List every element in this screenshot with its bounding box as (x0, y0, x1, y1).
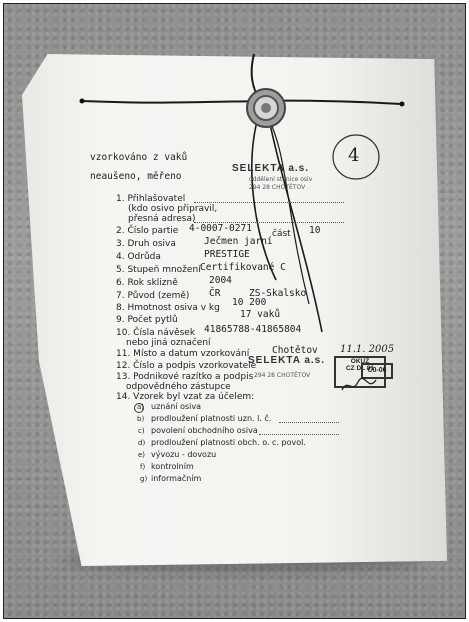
header-line1: vzorkováno z vaků (90, 152, 188, 163)
box-stamp-code: C0-06 (367, 367, 387, 374)
field-label-10: 10. Čísla návěsek (116, 328, 196, 338)
purpose-g-text: informačním (151, 474, 202, 483)
box-stamp-id: CZ DL 81 (345, 365, 375, 372)
purpose-d-text: prodloužení platnosti obch. o. c. povol. (151, 438, 306, 447)
purpose-d-letter: d) (138, 439, 146, 447)
purpose-b-letter: b) (137, 415, 145, 423)
field-value-10: 41865788-41865804 (204, 324, 302, 335)
company-stamp-2-sub: 294 28 CHOTĚTOV (254, 372, 311, 379)
company-stamp: SELEKTA a.s. (232, 163, 310, 174)
field-label-8: 8. Hmotnost osiva v kg (116, 303, 220, 313)
purpose-f-text: kontrolním (151, 462, 194, 471)
field-label-cast: část (272, 229, 291, 239)
field-label-1b: (kdo osivo připravil, (128, 204, 218, 214)
purpose-e-text: vývozu - dovozu (151, 450, 217, 459)
field-value-region: ZS-Skalsko (249, 288, 307, 299)
field-label-5: 5. Stupeň množení (116, 265, 201, 275)
field-label-1: 1. Přihlašovatel (116, 194, 186, 204)
field-label-11: 11. Místo a datum vzorkování (116, 349, 250, 359)
field-label-12: 12. Číslo a podpis vzorkovatele (116, 361, 257, 371)
field-label-13: 13. Podnikové razítko a podpis (116, 372, 254, 382)
field-label-1c: přesná adresa) (128, 214, 196, 224)
purpose-e-letter: e) (138, 451, 146, 459)
field-value-11: Chotětov (272, 345, 318, 356)
purpose-b-text: prodloužení platnosti uzn. l. č. (151, 414, 272, 423)
purpose-f-letter: f) (140, 463, 146, 471)
field-value-7: ČR (209, 288, 221, 299)
field-label-3: 3. Druh osiva (116, 239, 176, 249)
box-stamp-top: OKÚZ (350, 358, 370, 365)
field-label-6: 6. Rok sklizně (116, 278, 178, 288)
handwritten-signature (340, 376, 380, 396)
purpose-c-text: povolení obchodního osiva (151, 426, 258, 435)
field-label-2: 2. Číslo partie (116, 226, 179, 236)
field-label-9: 9. Počet pytlů (116, 315, 178, 325)
field-label-13b: odpovědného zástupce (126, 382, 231, 392)
field-value-2: 4-0007-0271 (189, 223, 252, 234)
field-label-14: 14. Vzorek byl vzat za účelem: (116, 392, 255, 402)
circled-number: 4 (348, 145, 360, 166)
field-value-cast: 10 (309, 225, 321, 236)
handwritten-date: 11.1. 2005 (340, 344, 395, 355)
field-value-6: 2004 (209, 275, 232, 286)
field-value-4: PRESTIGE (204, 249, 250, 260)
header-line2: neaušeno, měřeno (90, 171, 182, 182)
field-value-3: Ječmen jarní (204, 236, 273, 247)
purpose-g-letter: g) (140, 475, 148, 483)
purpose-c-letter: c) (138, 427, 145, 435)
field-label-4: 4. Odrůda (116, 252, 161, 262)
company-sub1: oddělení stanice osiv (249, 176, 313, 183)
field-label-10b: nebo jiná označení (126, 338, 211, 348)
photo-frame (3, 3, 466, 619)
field-value-9: 17 vaků (240, 309, 281, 320)
field-label-7: 7. Původ (země) (116, 291, 190, 301)
company-sub2: 294 28 CHOTĚTOV (249, 184, 306, 191)
company-stamp-2: SELEKTA a.s. (248, 355, 326, 366)
field-value-5: Certifikované C (200, 262, 286, 273)
field-value-8: 10 200 (232, 297, 267, 308)
purpose-a-letter: a) (137, 403, 145, 411)
purpose-a-text: uznání osiva (151, 402, 201, 411)
string-and-seal (4, 4, 465, 618)
